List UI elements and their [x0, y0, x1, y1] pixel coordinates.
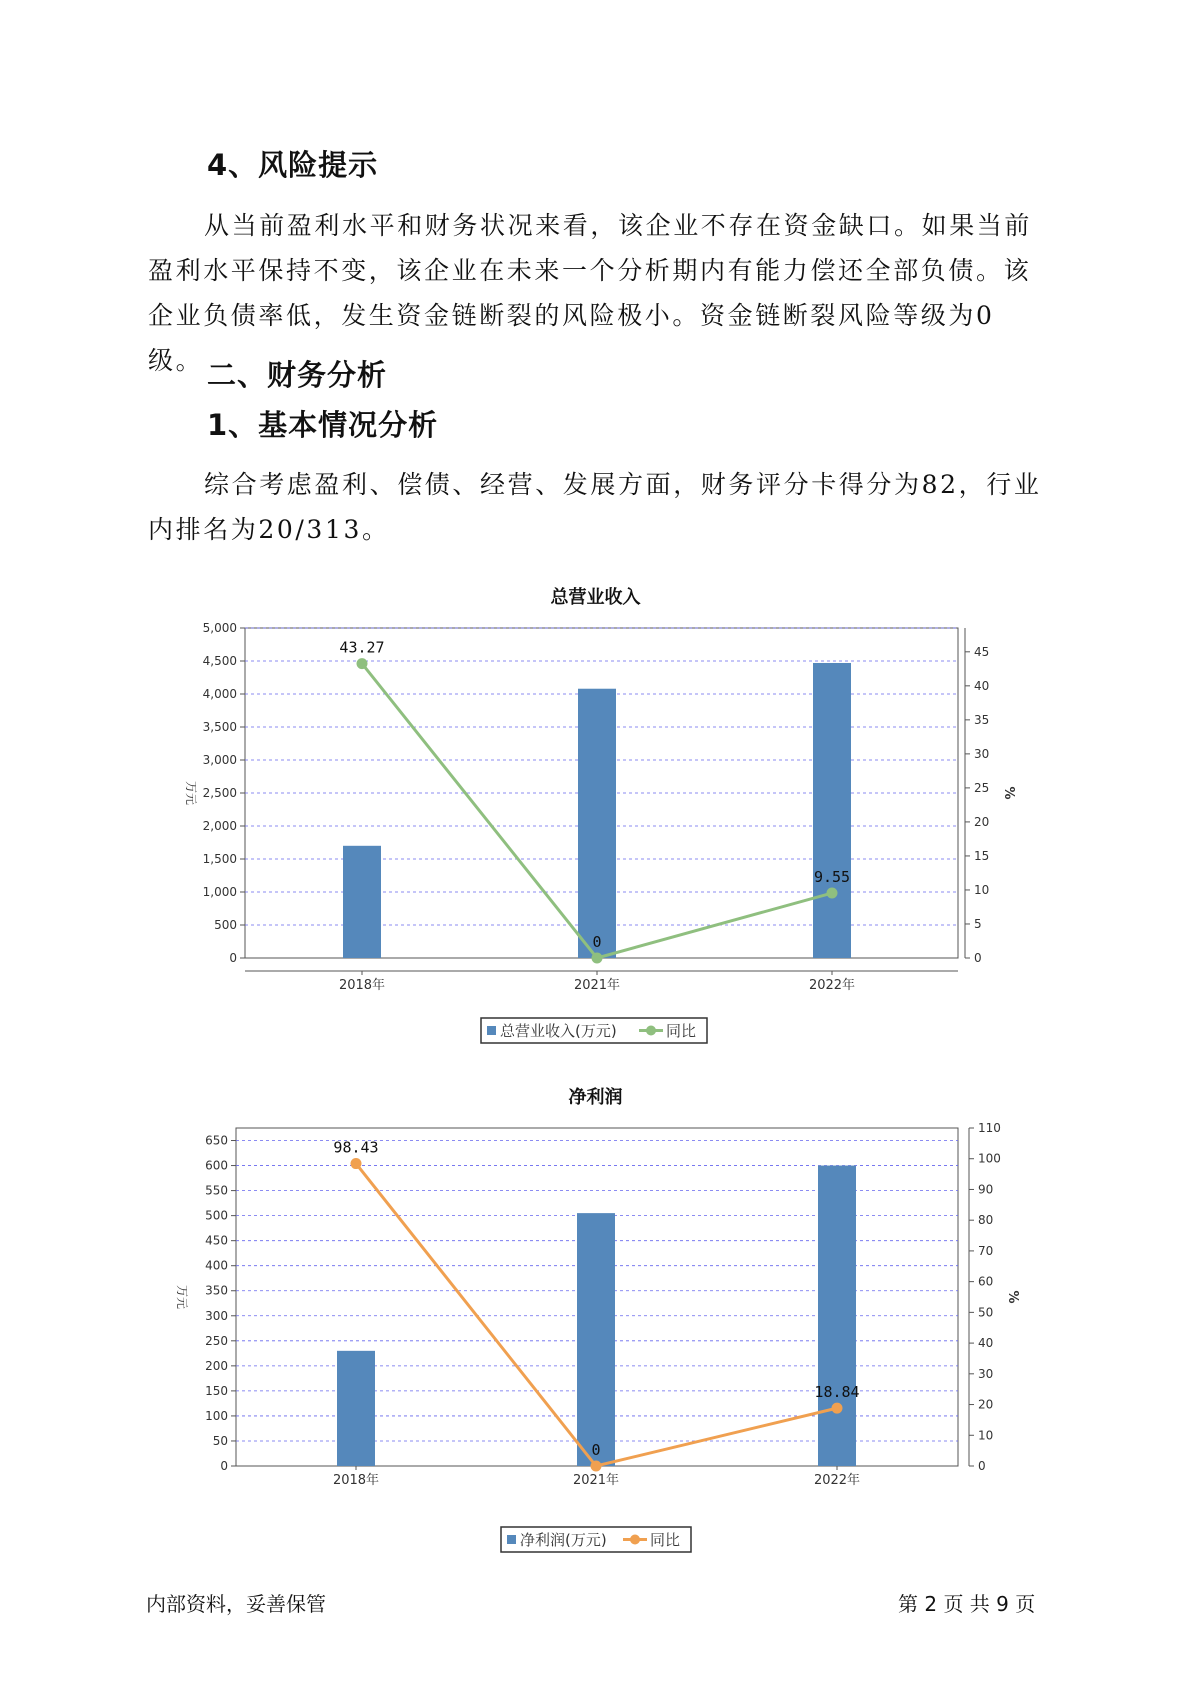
y-tick-label-right: 20: [978, 1397, 994, 1412]
net-profit-chart-title: 净利润: [568, 1087, 623, 1108]
y-tick-label-right: 5: [974, 916, 982, 931]
x-tick-label: 2018年: [338, 978, 386, 993]
y-tick-label-left: 550: [205, 1183, 228, 1198]
revenue-chart: [0, 600, 1191, 1060]
y-tick-label-left: 1,500: [202, 852, 237, 866]
y-tick-label-left: 0: [220, 1459, 228, 1473]
y-tick-label-right: 70: [978, 1243, 994, 1258]
legend-bar-swatch: [507, 1535, 516, 1544]
bar: [337, 1351, 375, 1466]
y-tick-label-right: 30: [978, 1366, 994, 1381]
section1-heading: 1、基本情况分析: [207, 408, 439, 442]
footer-page-number: 第 2 页 共 9 页: [898, 1592, 1036, 1616]
y-tick-label-right: 10: [974, 882, 990, 897]
x-tick-label: 2018年: [332, 1473, 380, 1488]
y-tick-label-left: 0: [229, 951, 237, 965]
legend-bar-swatch: [487, 1026, 496, 1035]
y-tick-label-right: 15: [974, 848, 990, 863]
section4-paragraph: 从当前盈利水平和财务状况来看，该企业不存在资金缺口。如果当前盈利水平保持不变，该企业在未来一个分析期内有能力偿还全部负债。该企业负债率低，发生资金链断裂的风险极小。资金链断裂风险等级为0级。: [148, 211, 1033, 375]
legend-bar-label: 总营业收入(万元): [500, 1022, 617, 1040]
y-tick-label-left: 3,000: [202, 753, 237, 767]
y-tick-label-left: 2,000: [202, 819, 237, 833]
y-tick-label-left: 400: [205, 1258, 228, 1273]
y-tick-label-left: 1,000: [202, 885, 237, 899]
footer-confidential-note: 内部资料，妥善保管: [146, 1592, 326, 1616]
y-tick-label-right: 0: [974, 951, 982, 965]
y-tick-label-left: 2,500: [202, 786, 237, 800]
y-tick-label-right: 0: [978, 1459, 986, 1473]
y-tick-label-left: 450: [205, 1233, 228, 1248]
y-tick-label-right: 10: [978, 1428, 994, 1443]
bar: [343, 846, 381, 958]
y-tick-label-right: 35: [974, 712, 990, 727]
y-tick-label-left: 500: [214, 918, 237, 932]
x-tick-label: 2022年: [808, 978, 856, 993]
y-tick-label-right: 60: [978, 1274, 994, 1289]
yoy-point: [827, 888, 838, 899]
data-label: 9.55: [813, 868, 851, 887]
legend: [501, 1527, 691, 1552]
y-tick-label-left: 3,500: [202, 720, 237, 734]
section4-heading: 4、风险提示: [207, 148, 379, 182]
y-tick-label-right: 100: [978, 1151, 1001, 1166]
y-tick-label-right: 110: [978, 1121, 1001, 1135]
y-axis-label-left: 万元: [175, 1284, 189, 1310]
yoy-point: [357, 658, 368, 669]
y-axis-label-left: 万元: [184, 780, 198, 806]
bar: [813, 663, 851, 958]
y-axis-label-right: %: [1001, 786, 1016, 800]
y-tick-label-left: 150: [205, 1383, 228, 1398]
y-tick-label-right: 90: [978, 1182, 994, 1197]
data-label: 0: [591, 1441, 601, 1459]
section1-paragraph: 综合考虑盈利、偿债、经营、发展方面，财务评分卡得分为82，行业内排名为20/313。: [148, 470, 1042, 544]
y-tick-label-right: 50: [978, 1305, 994, 1320]
y-tick-label-right: 80: [978, 1213, 994, 1228]
data-label: 18.84: [814, 1383, 860, 1402]
yoy-point: [832, 1403, 843, 1414]
bar: [818, 1166, 856, 1466]
data-label: 43.27: [339, 638, 385, 657]
y-tick-label-left: 650: [205, 1133, 228, 1148]
y-tick-label-left: 200: [205, 1358, 228, 1373]
legend-bar-label: 净利润(万元): [520, 1531, 607, 1549]
revenue-chart-title: 总营业收入: [550, 587, 641, 608]
y-tick-label-right: 45: [974, 644, 990, 659]
y-tick-label-left: 5,000: [202, 621, 237, 635]
legend-line-label: 同比: [666, 1022, 697, 1040]
y-tick-label-right: 30: [974, 746, 990, 761]
y-tick-label-left: 350: [205, 1283, 228, 1298]
y-tick-label-right: 40: [978, 1336, 994, 1351]
y-tick-label-left: 50: [212, 1433, 228, 1448]
x-tick-label: 2021年: [573, 978, 621, 993]
yoy-point: [591, 1461, 602, 1472]
section2-heading: 二、财务分析: [207, 358, 388, 392]
legend-line-label: 同比: [650, 1531, 681, 1549]
y-tick-label-right: 40: [974, 678, 990, 693]
legend-line-marker: [630, 1535, 640, 1545]
y-tick-label-left: 4,500: [202, 654, 237, 668]
y-tick-label-left: 300: [205, 1308, 228, 1323]
data-label: 98.43: [333, 1138, 379, 1157]
data-label: 0: [592, 933, 602, 951]
y-axis-label-right: %: [1005, 1290, 1020, 1304]
bar: [577, 1213, 615, 1466]
x-tick-label: 2021年: [572, 1473, 620, 1488]
y-tick-label-left: 500: [205, 1208, 228, 1223]
yoy-point: [351, 1158, 362, 1169]
y-tick-label-right: 20: [974, 814, 990, 829]
legend: [481, 1018, 707, 1043]
net-profit-chart: [0, 1100, 1191, 1560]
y-tick-label-left: 100: [205, 1408, 228, 1423]
y-tick-label-left: 600: [205, 1158, 228, 1173]
y-tick-label-left: 4,000: [202, 687, 237, 701]
bar: [578, 689, 616, 958]
y-tick-label-left: 250: [205, 1333, 228, 1348]
legend-line-marker: [646, 1026, 656, 1036]
x-tick-label: 2022年: [813, 1473, 861, 1488]
yoy-point: [592, 953, 603, 964]
y-tick-label-right: 25: [974, 780, 990, 795]
